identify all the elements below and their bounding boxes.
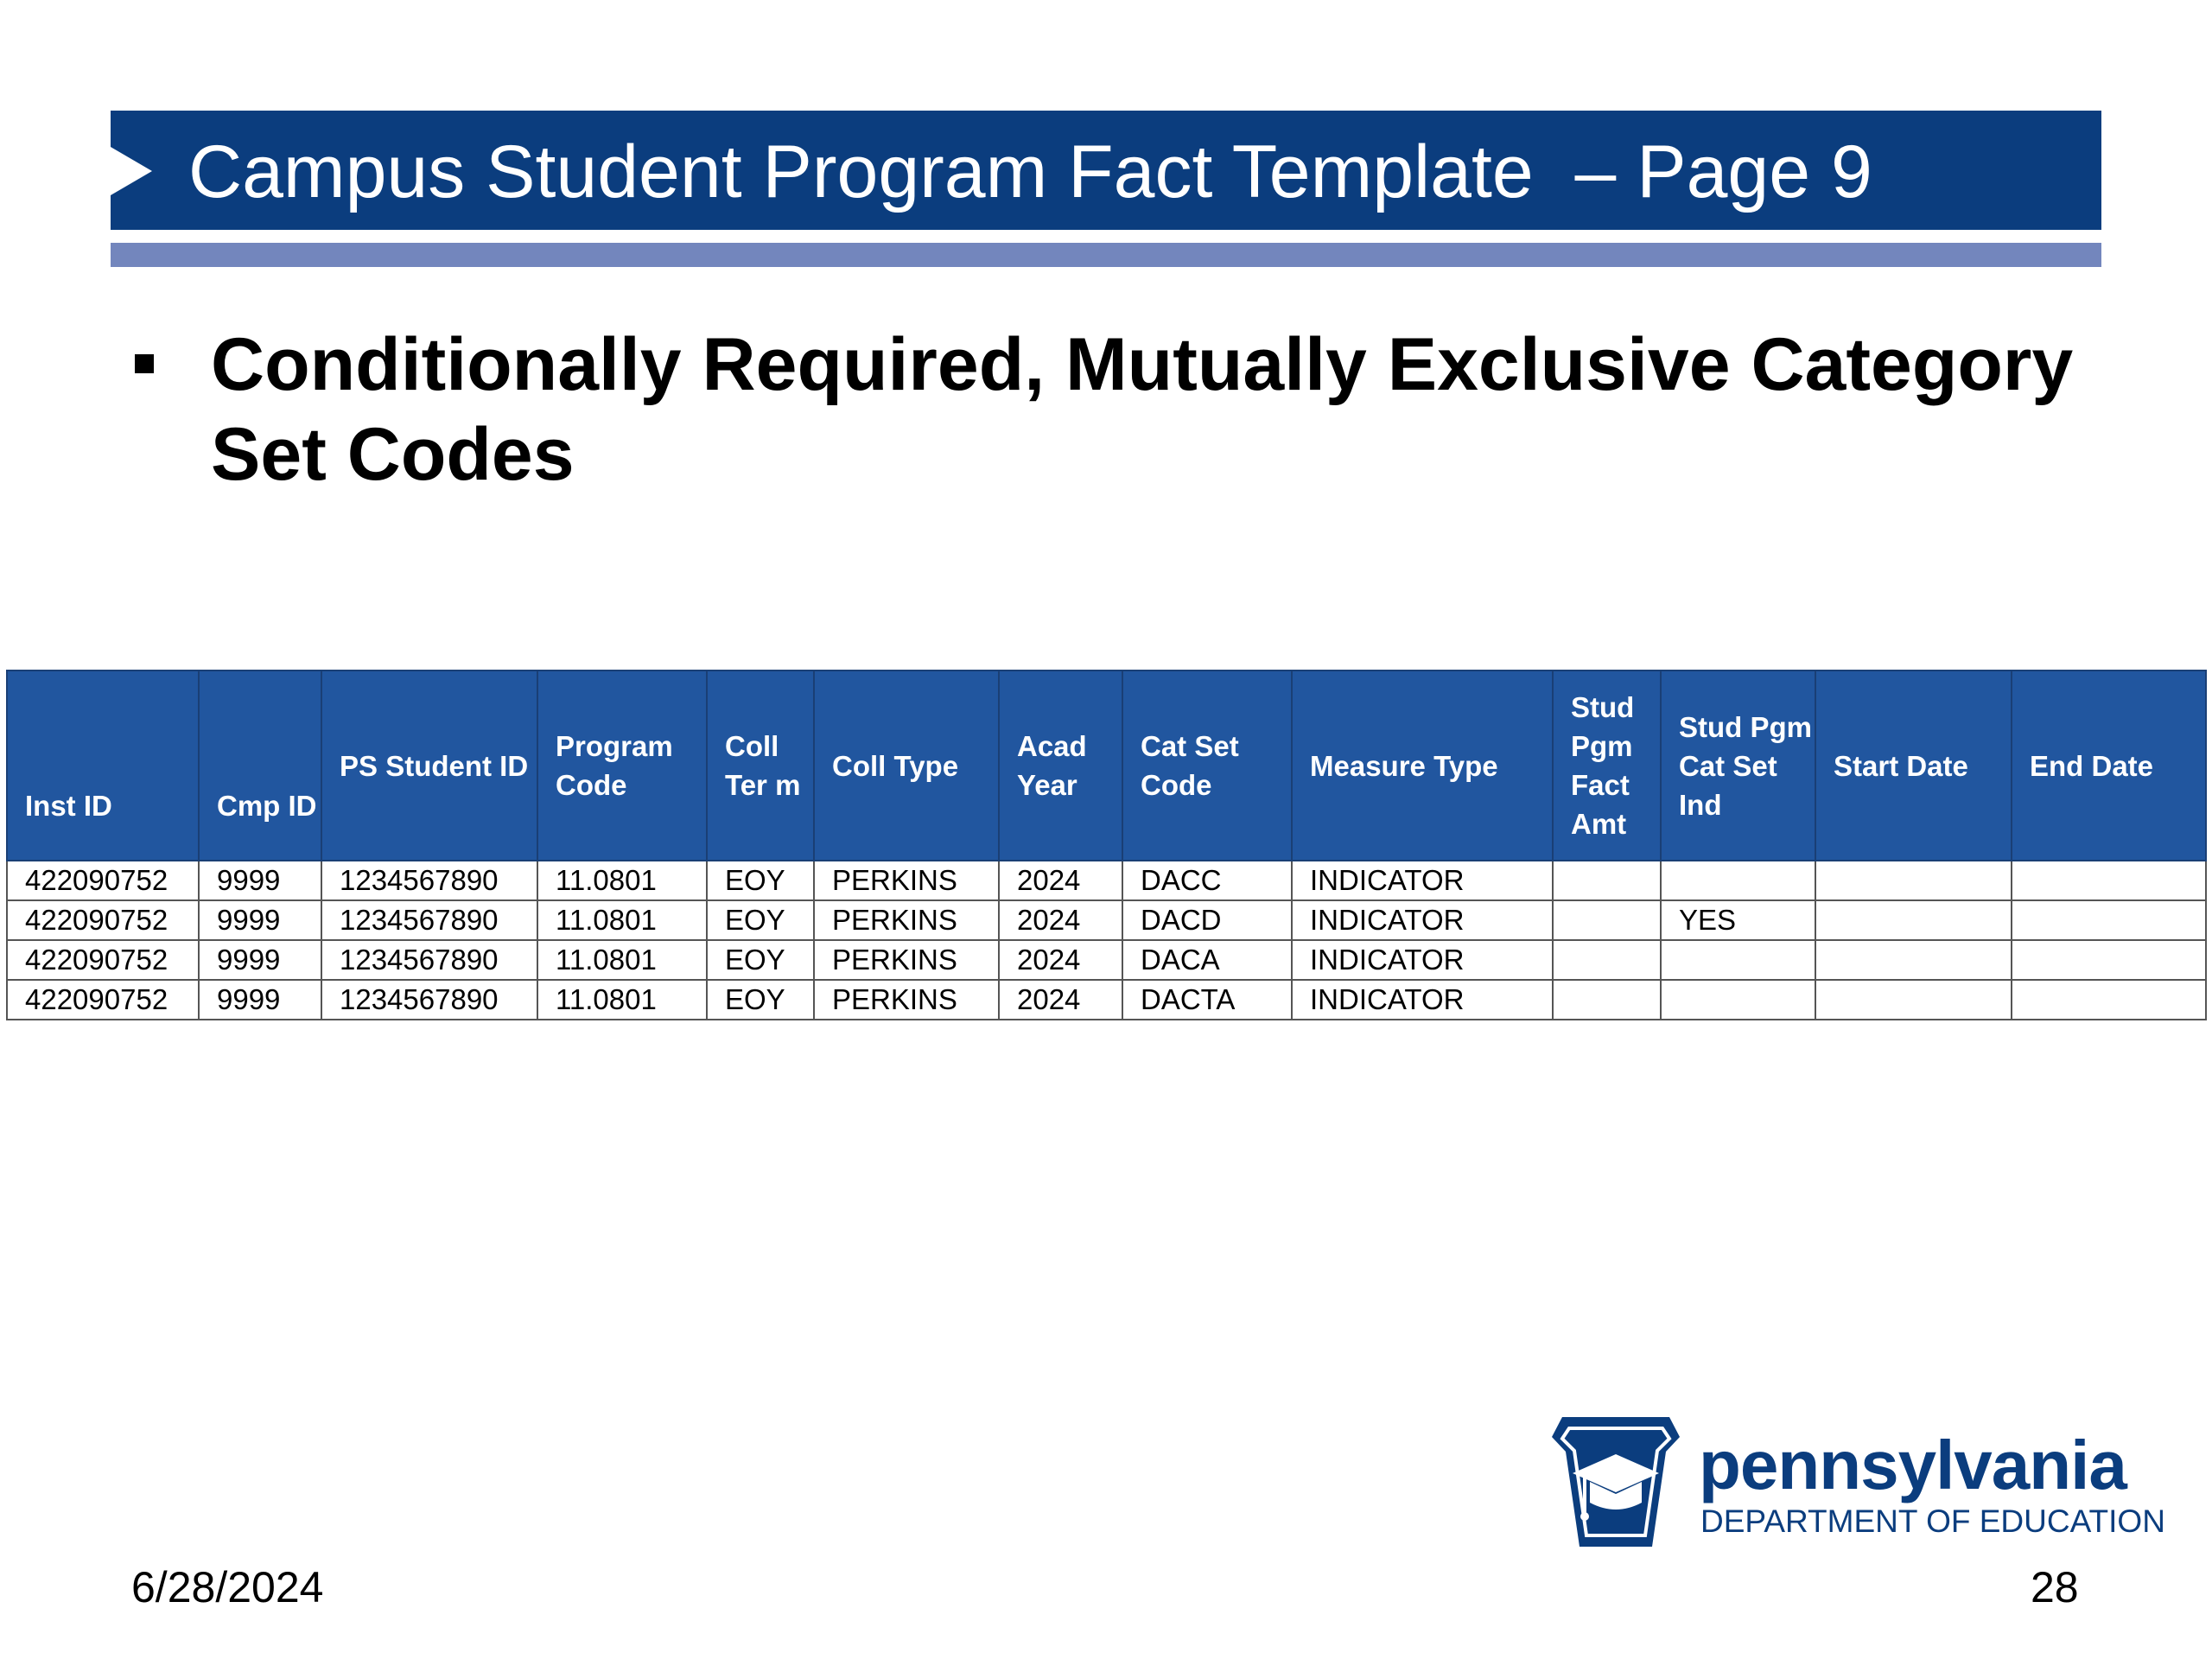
header-coll-term: Coll Ter m (707, 671, 814, 861)
header-inst-id: Inst ID (7, 671, 199, 861)
header-coll-type: Coll Type (814, 671, 999, 861)
table-cell (1553, 900, 1661, 940)
table-cell: YES (1661, 900, 1815, 940)
table-cell: 2024 (999, 900, 1122, 940)
header-start-date: Start Date (1815, 671, 2012, 861)
table-cell: 11.0801 (537, 900, 707, 940)
table-row (7, 940, 2206, 980)
table-cell: 9999 (199, 980, 321, 1020)
table-cell (2012, 900, 2206, 940)
table-cell: 9999 (199, 861, 321, 900)
table-cell: DACTA (1122, 980, 1292, 1020)
fact-template-table (6, 670, 2207, 1020)
table-cell: 1234567890 (321, 861, 537, 900)
table-row (7, 980, 2206, 1020)
table-cell (1815, 900, 2012, 940)
table-cell: EOY (707, 861, 814, 900)
slide-title: Campus Student Program Fact Template – Page 9 (188, 130, 1872, 213)
table-cell (1553, 940, 1661, 980)
table-cell: 1234567890 (321, 980, 537, 1020)
table-cell (2012, 940, 2206, 980)
bullet-square-icon (135, 354, 154, 373)
table-cell: 422090752 (7, 940, 199, 980)
header-cat-set-code: Cat Set Code (1122, 671, 1292, 861)
table-cell: DACD (1122, 900, 1292, 940)
bullet-text: Conditionally Required, Mutually Exclusive Category Set Codes (211, 323, 2074, 496)
logo-wordmark: pennsylvania (1699, 1427, 2126, 1503)
table-cell: 11.0801 (537, 861, 707, 900)
table-cell: 1234567890 (321, 940, 537, 980)
table-cell: PERKINS (814, 940, 999, 980)
header-measure-type: Measure Type (1292, 671, 1553, 861)
table-cell: INDICATOR (1292, 940, 1553, 980)
table-cell: 1234567890 (321, 900, 537, 940)
footer-page-number: 28 (2031, 1563, 2079, 1611)
table-cell: 2024 (999, 940, 1122, 980)
table-cell (1661, 980, 1815, 1020)
table-cell (1553, 980, 1661, 1020)
table-cell: EOY (707, 980, 814, 1020)
table-cell: 11.0801 (537, 980, 707, 1020)
header-row (7, 671, 2206, 861)
table-cell (2012, 861, 2206, 900)
header-end-date: End Date (2012, 671, 2206, 861)
table-cell: PERKINS (814, 980, 999, 1020)
table-cell: 2024 (999, 980, 1122, 1020)
table-cell: 11.0801 (537, 940, 707, 980)
table-cell: 422090752 (7, 900, 199, 940)
table-cell (1553, 861, 1661, 900)
table-row (7, 900, 2206, 940)
table-cell: PERKINS (814, 861, 999, 900)
footer-date: 6/28/2024 (131, 1563, 324, 1611)
table-cell: INDICATOR (1292, 861, 1553, 900)
table-cell: INDICATOR (1292, 980, 1553, 1020)
table-cell: EOY (707, 900, 814, 940)
table-cell: EOY (707, 940, 814, 980)
table-cell: 422090752 (7, 861, 199, 900)
table-cell (1661, 940, 1815, 980)
header-program-code: Program Code (537, 671, 707, 861)
table-cell (1661, 861, 1815, 900)
table-cell: 9999 (199, 900, 321, 940)
title-underline (111, 243, 2101, 267)
table-cell: 2024 (999, 861, 1122, 900)
table-cell (1815, 861, 2012, 900)
table-cell (1815, 980, 2012, 1020)
header-ps-student-id: PS Student ID (321, 671, 537, 861)
keystone-graduation-cap-icon (1547, 1413, 1685, 1551)
table-cell: 422090752 (7, 980, 199, 1020)
table-cell: PERKINS (814, 900, 999, 940)
header-stud-pgm-fact-amt: Stud Pgm Fact Amt (1553, 671, 1661, 861)
table-row (7, 861, 2206, 900)
table-cell (2012, 980, 2206, 1020)
logo-subtitle: DEPARTMENT OF EDUCATION (1700, 1503, 2165, 1539)
table-cell: INDICATOR (1292, 900, 1553, 940)
table-cell: DACC (1122, 861, 1292, 900)
header-acad-year: Acad Year (999, 671, 1122, 861)
table-cell: 9999 (199, 940, 321, 980)
title-arrow-icon (111, 147, 152, 195)
header-stud-pgm-cat-set-ind: Stud Pgm Cat Set Ind (1661, 671, 1815, 861)
header-cmp-id: Cmp ID (199, 671, 321, 861)
table-cell: DACA (1122, 940, 1292, 980)
table-cell (1815, 940, 2012, 980)
